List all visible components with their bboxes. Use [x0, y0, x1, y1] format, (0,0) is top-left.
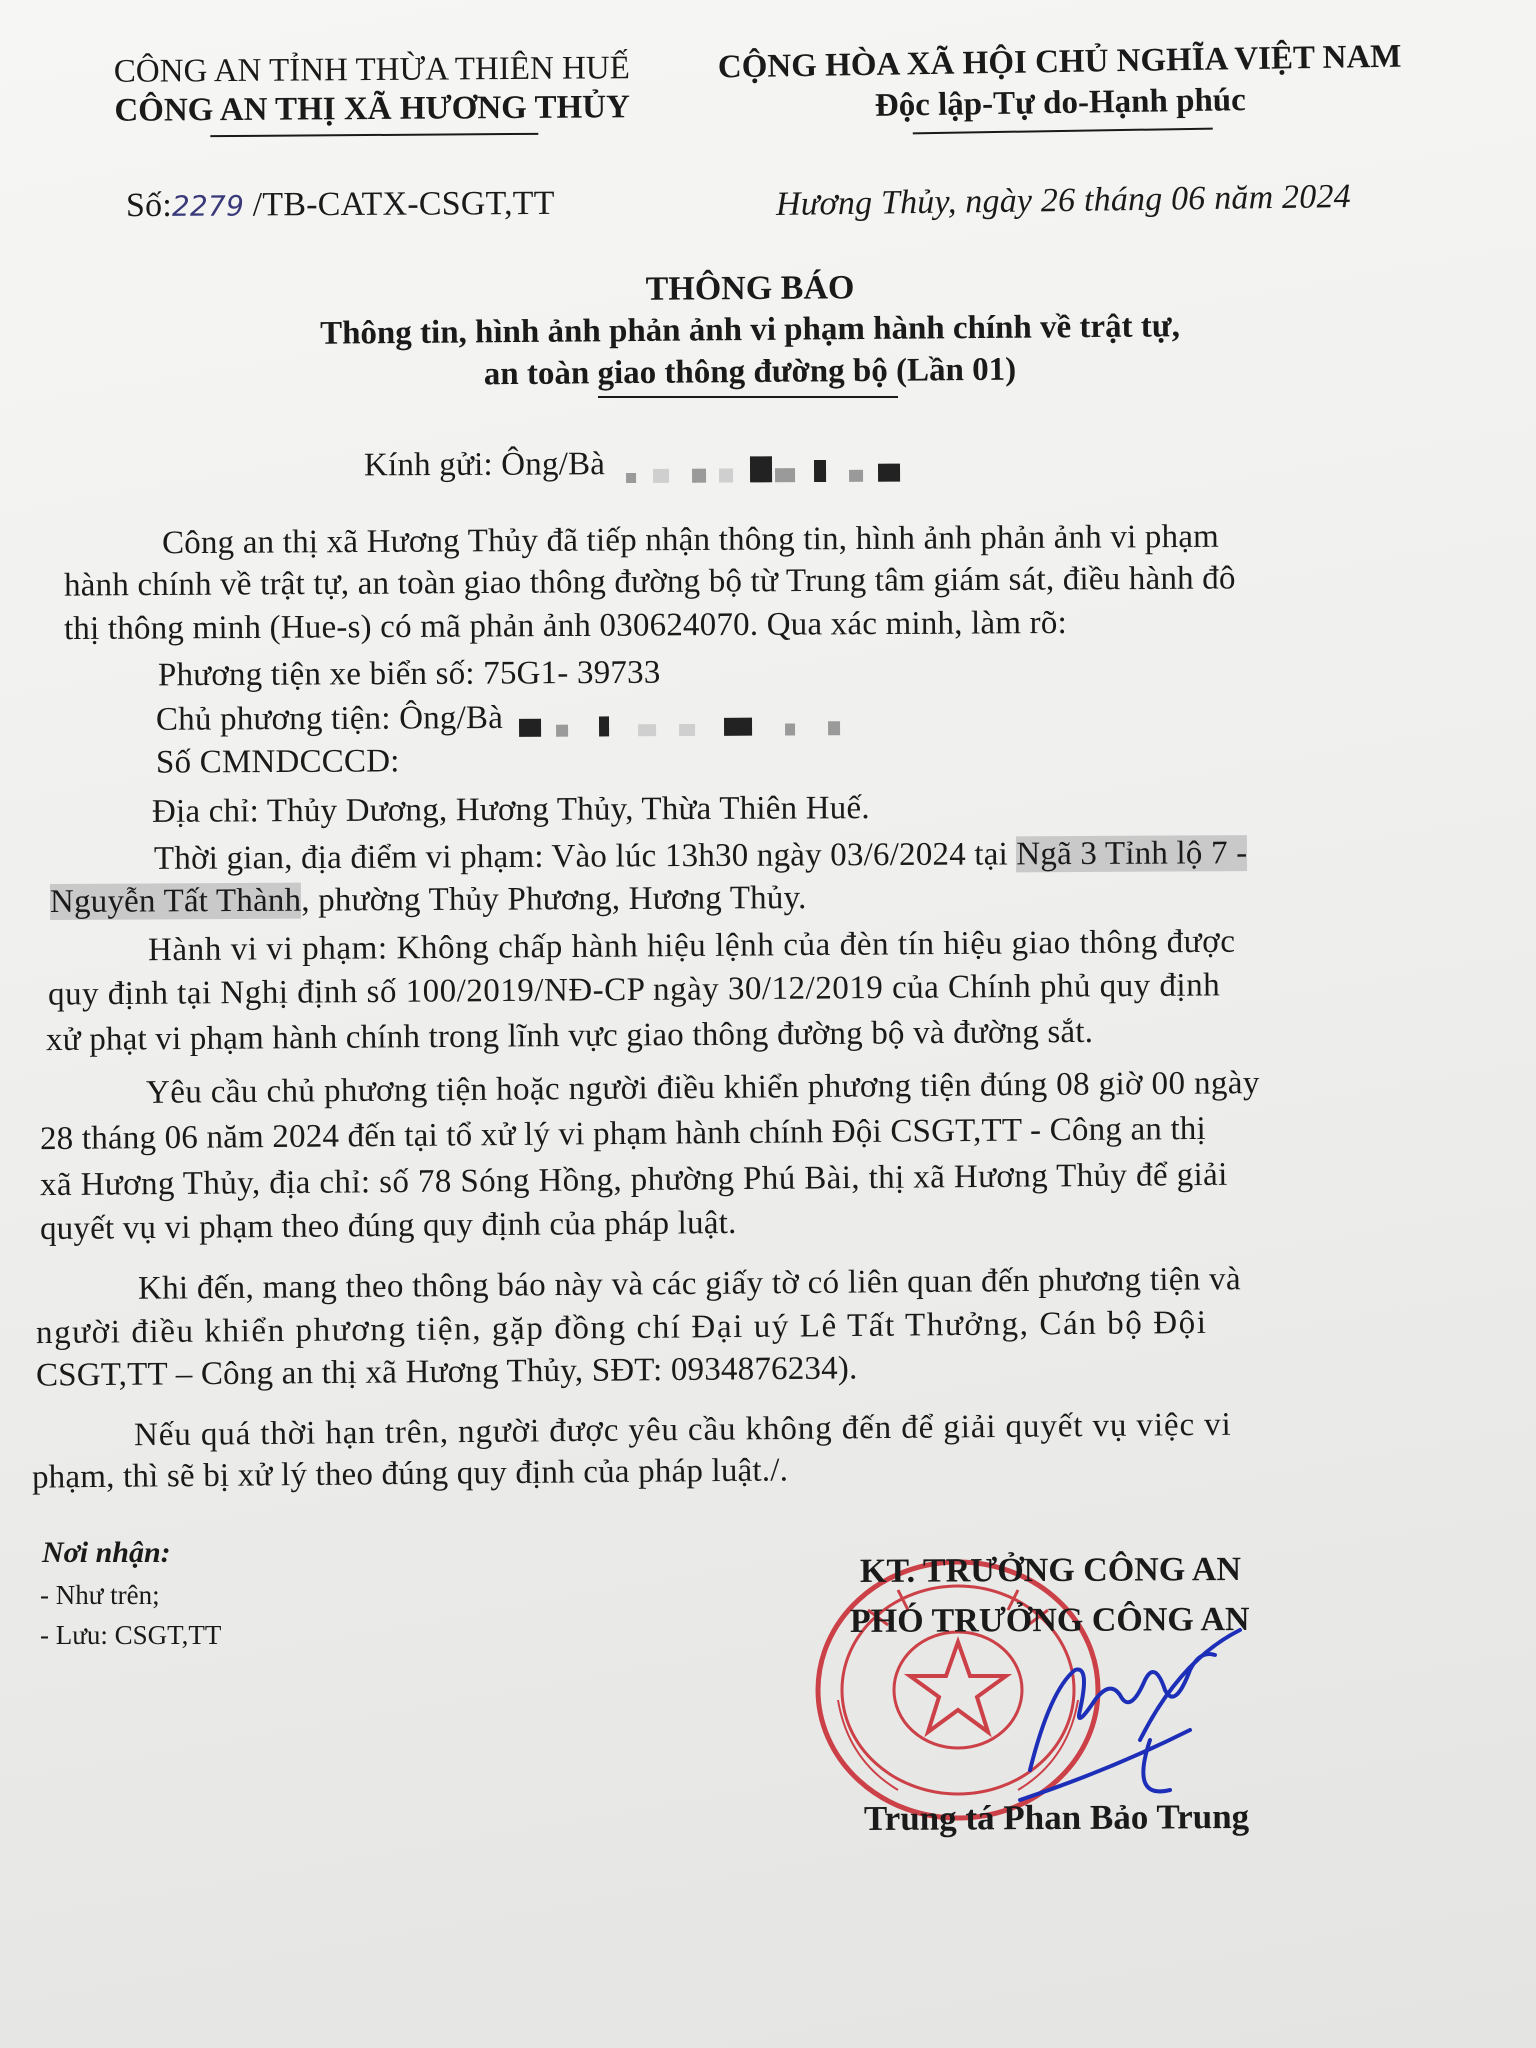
national-title: CỘNG HÒA XÃ HỘI CHỦ NGHĨA VIỆT NAM: [717, 38, 1402, 86]
place-date: Hương Thủy, ngày 26 tháng 06 năm 2024: [775, 177, 1352, 224]
agency-name: CÔNG AN THỊ XÃ HƯƠNG THỦY: [114, 89, 631, 129]
paragraph-1-line-1: Công an thị xã Hương Thủy đã tiếp nhận thông tin, hình ảnh phản ảnh vi phạm: [161, 518, 1220, 562]
agency-header: [92, 50, 653, 130]
document-subtitle-1: Thông tin, hình ảnh phản ảnh vi phạm hành chính về trật tự,: [319, 308, 1181, 352]
bring-line-3: CSGT,TT – Công an thị xã Hương Thủy, SĐT: 0934876234).: [35, 1350, 858, 1394]
request-line-3: xã Hương Thủy, địa chỉ: số 78 Sóng Hồng, phường Phú Bài, thị xã Hương Thủy để giải: [39, 1156, 1228, 1204]
recipient-item-2: - Lưu: CSGT,TT: [40, 1620, 222, 1650]
vehicle-owner: Chủ phương tiện: Ông/Bà: [156, 698, 844, 739]
bring-line-1: Khi đến, mang theo thông báo này và các giấy tờ có liên quan đến phương tiện và: [137, 1261, 1241, 1307]
request-line-4: quyết vụ vi phạm theo đúng quy định của pháp luật.: [39, 1204, 737, 1248]
violation-act-line-2: quy định tại Nghị định số 100/2019/NĐ-CP ngày 30/12/2019 của Chính phủ quy định: [47, 967, 1221, 1013]
deadline-line-1: Nếu quá thời hạn trên, người được yêu cầu không đến để giải quyết vụ việc vi: [133, 1406, 1232, 1454]
signature-title-1: KT. TRƯỞNG CÔNG AN: [859, 1551, 1242, 1590]
paragraph-1-line-2: hành chính về trật tự, an toàn giao thông đường bộ từ Trung tâm giám sát, điều hành đô: [63, 560, 1236, 604]
deadline-line-2: phạm, thì sẽ bị xử lý theo đúng quy định của pháp luật./.: [31, 1452, 789, 1496]
redacted-owner: [519, 708, 843, 732]
national-header: [699, 38, 1420, 127]
national-motto: Độc lập-Tự do-Hạnh phúc: [874, 82, 1247, 124]
vehicle-plate: Phương tiện xe biển số: 75G1- 39733: [157, 654, 661, 694]
document-number: Số:2279 /TB-CATX-CSGT,TT: [125, 184, 555, 225]
request-line-2: 28 tháng 06 năm 2024 đến tại tổ xử lý vi phạm hành chính Đội CSGT,TT - Công an thị: [39, 1110, 1207, 1158]
handwritten-signature: [990, 1620, 1270, 1820]
violation-time-line-1: Thời gian, địa điểm vi phạm: Vào lúc 13h30 ngày 03/6/2024 tại Ngã 3 Tỉnh lộ 7 -: [153, 835, 1248, 877]
agency-parent: CÔNG AN TỈNH THỪA THIÊN HUẾ: [113, 50, 630, 90]
violation-time-line-2: Nguyễn Tất Thành, phường Thủy Phương, Hương Thủy.: [49, 880, 807, 920]
violation-act-line-1: Hành vi vi phạm: Không chấp hành hiệu lệnh của đèn tín hiệu giao thông được: [147, 923, 1236, 969]
violation-act-line-3: xử phạt vi phạm hành chính trong lĩnh vực giao thông đường bộ và đường sắt.: [45, 1013, 1094, 1059]
motto-underline: [913, 128, 1213, 135]
highlighted-location-2: Nguyễn Tất Thành: [49, 882, 302, 920]
redacted-name: [625, 454, 902, 477]
highlighted-location: Ngã 3 Tỉnh lộ 7 -: [1016, 835, 1248, 873]
recipient-item-1: - Như trên;: [40, 1580, 160, 1610]
signature-title-2: PHÓ TRƯỞNG CÔNG AN: [849, 1600, 1250, 1641]
title-underline: [598, 396, 898, 398]
paragraph-1-line-3: thị thông minh (Hue-s) có mã phản ảnh 030624070. Qua xác minh, làm rõ:: [63, 604, 1067, 648]
owner-address: Địa chỉ: Thủy Dương, Hương Thủy, Thừa Thiên Huế.: [151, 790, 870, 830]
signer-name: Trung tá Phan Bảo Trung: [863, 1796, 1250, 1839]
addressee: Kính gửi: Ông/Bà: [364, 445, 903, 485]
bring-line-2: người điều khiển phương tiện, gặp đồng chí Đại uý Lê Tất Thưởng, Cán bộ Đội: [35, 1304, 1208, 1352]
document-title: THÔNG BÁO: [645, 269, 855, 308]
recipients-label: Nơi nhận:: [42, 1536, 171, 1569]
id-number-label: Số CMNDCCCD:: [155, 743, 400, 781]
request-line-1: Yêu cầu chủ phương tiện hoặc người điều khiển phương tiện đúng 08 giờ 00 ngày: [145, 1065, 1260, 1111]
handwritten-number: 2279: [171, 189, 245, 223]
document-subtitle-2: an toàn giao thông đường bộ (Lần 01): [483, 351, 1017, 393]
agency-underline: [210, 133, 538, 137]
